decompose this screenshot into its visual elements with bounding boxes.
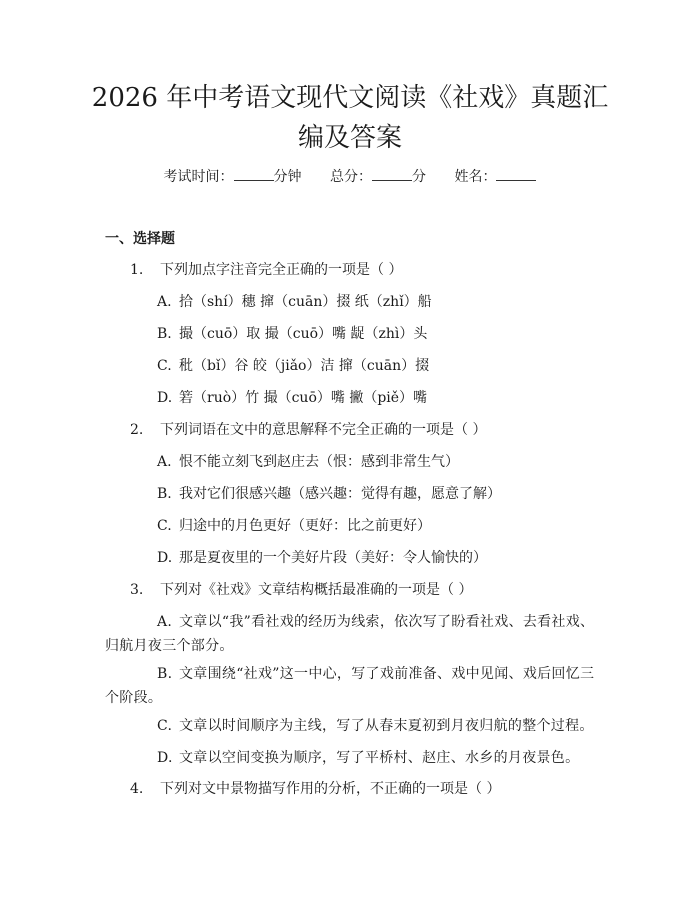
- question-1-option-d: [157, 387, 427, 409]
- option-letter: C.: [157, 518, 172, 534]
- question-3-option-c: [105, 714, 600, 738]
- option-text: 文章围绕“社戏”这一中心，写了戏前准备、戏中见闻、戏后回忆三个阶段。: [105, 666, 595, 706]
- question-text: 下列对文中景物描写作用的分析，不正确的一项是（ ）: [160, 781, 501, 797]
- question-text: 下列词语在文中的意思解释不完全正确的一项是（ ）: [160, 422, 487, 438]
- option-text: 秕（bǐ）谷 皎（jiǎo）洁 撺（cuān）掇: [179, 358, 430, 374]
- question-number: 3.: [130, 582, 144, 598]
- total-score-unit: 分: [412, 169, 426, 185]
- option-letter: D.: [157, 750, 173, 766]
- total-score-blank: [372, 166, 412, 181]
- total-score-field: [330, 169, 430, 185]
- section-heading: 一、选择题: [105, 231, 175, 247]
- question-2-option-a: [157, 451, 459, 473]
- question-text: 下列对《社戏》文章结构概括最准确的一项是（ ）: [160, 582, 473, 598]
- student-name-field: [454, 169, 536, 185]
- option-letter: B.: [157, 326, 172, 342]
- exam-time-field: [164, 169, 306, 185]
- option-text: 拾（shí）穗 撺（cuān）掇 纸（zhǐ）船: [179, 294, 432, 310]
- exam-time-label: 考试时间：: [163, 169, 234, 185]
- option-letter: B.: [157, 666, 173, 682]
- student-name-label: 姓名：: [454, 169, 497, 185]
- option-text: 归途中的月色更好（更好：比之前更好）: [179, 518, 431, 534]
- question-3: [130, 579, 472, 601]
- option-text: 那是夏夜里的一个美好片段（美好：令人愉快的）: [179, 550, 487, 566]
- option-text: 文章以时间顺序为主线，写了从春末夏初到月夜归航的整个过程。: [179, 718, 594, 734]
- option-letter: D.: [157, 390, 173, 406]
- question-4: [130, 778, 500, 800]
- question-3-option-b: [105, 662, 600, 710]
- option-letter: A.: [157, 454, 172, 470]
- question-1-option-c: [157, 355, 429, 377]
- exam-time-blank: [234, 166, 274, 181]
- option-text: 文章以空间变换为顺序，写了平桥村、赵庄、水乡的月夜景色。: [179, 750, 580, 766]
- option-letter: C.: [157, 718, 173, 734]
- question-number: 4.: [130, 781, 144, 797]
- total-score-label: 总分：: [330, 169, 372, 185]
- option-letter: D.: [157, 550, 173, 566]
- option-text: 撮（cuō）取 撮（cuō）嘴 龊（zhì）头: [179, 326, 428, 342]
- question-2-option-d: [157, 547, 487, 569]
- exam-info-line: [0, 166, 700, 188]
- option-text: 文章以“我”看社戏的经历为线索，依次写了盼看社戏、去看社戏、归航月夜三个部分。: [105, 614, 595, 654]
- question-1: [130, 259, 402, 281]
- student-name-blank: [496, 166, 536, 181]
- question-2-option-b: [157, 483, 501, 505]
- question-1-option-a: [157, 291, 432, 313]
- question-number: 2.: [130, 422, 144, 438]
- question-2-option-c: [157, 515, 431, 537]
- option-text: 恨不能立刻飞到赵庄去（恨：感到非常生气）: [179, 454, 459, 470]
- option-text: 我对它们很感兴趣（感兴趣：觉得有趣，愿意了解）: [179, 486, 501, 502]
- question-3-option-d: [105, 746, 600, 770]
- option-letter: A.: [157, 614, 173, 630]
- document-title: 2026 年中考语文现代文阅读《社戏》真题汇编及答案: [91, 83, 609, 153]
- option-text: 箬（ruò）竹 撮（cuō）嘴 撇（piě）嘴: [179, 390, 428, 406]
- exam-time-unit: 分钟: [273, 169, 302, 185]
- question-3-option-a: [105, 610, 600, 658]
- question-text: 下列加点字注音完全正确的一项是（ ）: [160, 262, 403, 278]
- question-number: 1.: [130, 262, 144, 278]
- question-1-option-b: [157, 323, 427, 345]
- option-letter: A.: [157, 294, 172, 310]
- question-2: [130, 419, 486, 441]
- option-letter: B.: [157, 486, 172, 502]
- option-letter: C.: [157, 358, 172, 374]
